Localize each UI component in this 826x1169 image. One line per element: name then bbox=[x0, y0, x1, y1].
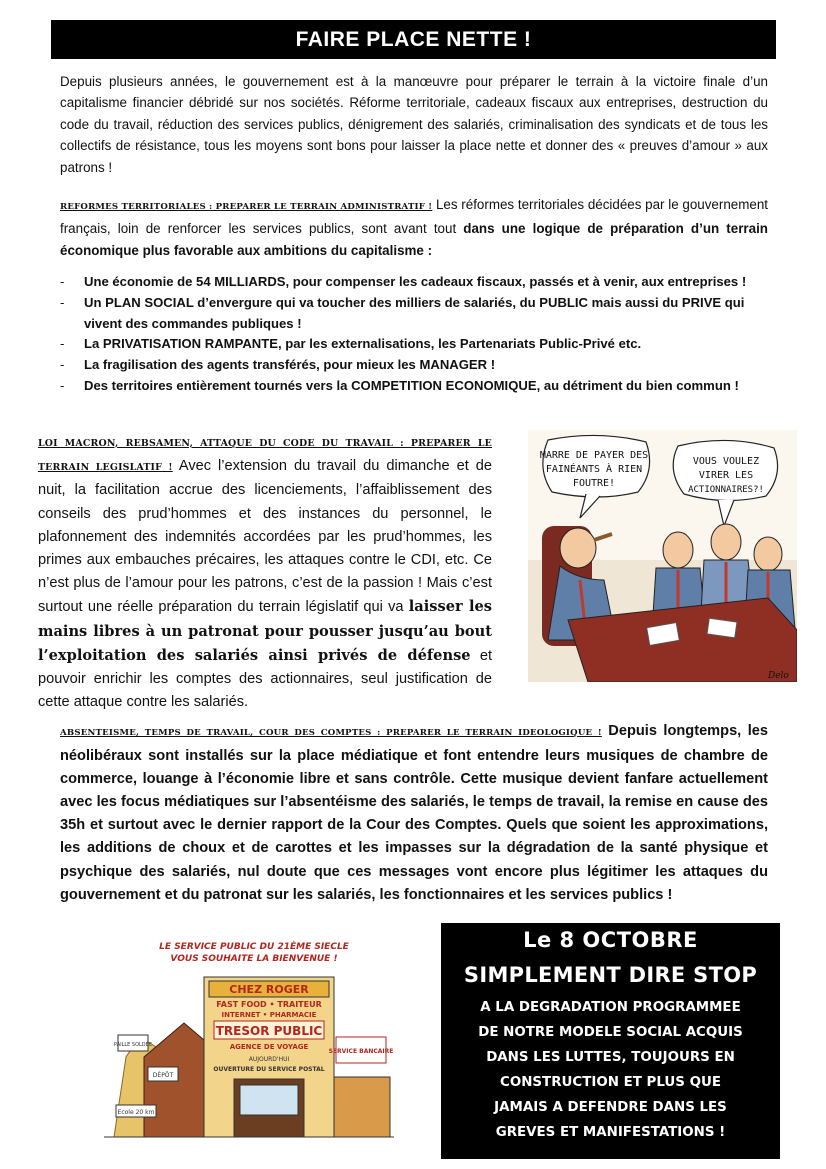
cta-body bbox=[445, 995, 776, 1145]
sign-depot: DÉPÔT bbox=[152, 1072, 174, 1079]
section-territorial-emphasis: dans une logique de préparation d’un terrain économique plus favorable aux ambitions du capitalisme : bbox=[60, 221, 768, 258]
cta-line: DANS LES LUTTES, TOUJOURS EN bbox=[486, 1050, 735, 1065]
bullet-item: - Des territoires entièrement tournés vers la COMPETITION ECONOMIQUE, au détriment du bien commun ! bbox=[60, 377, 739, 393]
bubble2-line3: ACTIONNAIRES?! bbox=[688, 485, 764, 495]
section-legislative-text-end: et pouvoir enrichir les comptes des actionnaires, seul justification de cette attaque contre les salariés. bbox=[38, 647, 493, 711]
cta-line: JAMAIS A DEFENDRE DANS LES bbox=[494, 1100, 727, 1115]
cta-line: GREVES ET MANIFESTATIONS ! bbox=[495, 1125, 726, 1140]
bullet-item: - Un PLAN SOCIAL d’envergure qui va toucher des milliers de salariés, du PUBLIC mais aussi du PRIVE qui vivent des commandes publiques ! bbox=[60, 294, 745, 331]
sign-aujourdhui: AUJOURD'HUI bbox=[248, 1056, 290, 1063]
section-territorial-heading: REFORMES TERRITORIALES : PREPARER LE TERRAIN ADMINISTRATIF ! bbox=[60, 202, 433, 212]
sign-paille: PAILLE SOLDÉE bbox=[114, 1042, 152, 1048]
sign-service-postal: OUVERTURE DU SERVICE POSTAL bbox=[213, 1066, 325, 1073]
section-ideological bbox=[60, 720, 768, 907]
bubble2-line1: VOUS VOULEZ bbox=[692, 456, 760, 467]
sign-agence: AGENCE DE VOYAGE bbox=[229, 1043, 309, 1051]
sign-fast-food: FAST FOOD • TRAITEUR bbox=[216, 1000, 322, 1009]
sign-ecole: Ecole 20 km bbox=[117, 1109, 155, 1116]
boss-meeting-cartoon bbox=[528, 430, 797, 682]
territorial-bullet-list bbox=[60, 272, 768, 397]
section-legislative bbox=[38, 431, 492, 714]
bubble2-line2: VIRER LES bbox=[698, 470, 754, 481]
call-to-action-box bbox=[441, 923, 780, 1159]
section-ideological-text: Depuis longtemps, les néolibéraux sont installés sur la place médiatique et font entendre leurs musiques de chambre de commerce, louange à l’économie libre et sans contrôle. Cette musique devient fanfare actuellement avec les focus médiatiques sur l’absentéisme des salariés, le temps de travail, la remise en cause des 35h et surtout avec le dernier rapport de la Cour des Comptes. Quels que soient les approximations, les additions de choux et de carottes et les impasses sur la dégradation de la santé physique et psychique des salariés, nul doute que ces messages vont encore plus légitimer les attaques du gouvernement et du patronat sur les salariés, les fonctionnaires et les services publics ! bbox=[60, 723, 768, 903]
cartoon-heading-1: LE SERVICE PUBLIC DU 21ÈME SIECLE bbox=[159, 942, 349, 952]
bubble1-line2: FAINÉANTS À RIEN bbox=[545, 464, 643, 475]
section-legislative-emphasis: laisser les mains libres à un patronat pour pousser jusqu’au bout l’exploitation des salariés ainsi privés de défense bbox=[38, 598, 492, 664]
cta-line: A LA DEGRADATION PROGRAMMEE bbox=[480, 1000, 741, 1015]
cartoonist-signature: Delo bbox=[768, 671, 789, 681]
cta-line: CONSTRUCTION ET PLUS QUE bbox=[500, 1075, 721, 1090]
section-legislative-heading: LOI MACRON, REBSAMEN, ATTAQUE DU CODE DU TRAVAIL : PREPARER LE TERRAIN LEGISLATIF ! bbox=[38, 438, 492, 474]
cta-date: Le 8 OCTOBRE bbox=[523, 928, 698, 952]
bullet-item: - Une économie de 54 MILLIARDS, pour compenser les cadeaux fiscaux, passés et à venir, aux entreprises ! bbox=[60, 274, 747, 289]
public-service-cartoon bbox=[104, 937, 394, 1139]
sign-service-bancaire: SERVICE BANCAIRE bbox=[328, 1048, 394, 1055]
section-territorial bbox=[60, 194, 768, 261]
sign-chez-roger: CHEZ ROGER bbox=[229, 983, 309, 996]
intro-paragraph: Depuis plusieurs années, le gouvernement est à la manœuvre pour préparer le terrain à la victoire finale d’un capitalisme financier débridé sur nos sociétés. Réforme territoriale, cadeaux fiscaux aux entreprises, destruction du code du travail, réduction des services publics, dénigrement des salariés, criminalisation des syndicats et de tous les collectifs de résistance, tous les moyens sont bons pour laisser la place nette et donner des « preuves d’amour » aux patrons ! bbox=[60, 74, 768, 175]
sign-internet: INTERNET • PHARMACIE bbox=[221, 1011, 317, 1019]
page-title: FAIRE PLACE NETTE ! bbox=[51, 20, 776, 59]
bubble1-line3: FOUTRE! bbox=[572, 478, 616, 489]
bullet-item: - La PRIVATISATION RAMPANTE, par les externalisations, les Partenariats Public-Privé etc. bbox=[60, 336, 642, 352]
bullet-item: - La fragilisation des agents transférés, pour mieux les MANAGER ! bbox=[60, 357, 496, 373]
section-territorial-text: Les réformes territoriales décidées par le gouvernement français, loin de renforcer les services publics, sont avant tout bbox=[60, 197, 768, 237]
section-legislative-text: Avec l’extension du travail du dimanche et de nuit, la facilitation accrue des licenciements, l’affaiblissement des conseils des prud’hommes et des instances du personnel, le plafonnement des indemnités accordées par les prud’hommes, les primes aux embauches précaires, les attaques contre le CDI, etc. Ce n’est plus de l’amour pour les patrons, c’est de la passion ! Mais c’est surtout une réelle préparation du terrain législatif qui va bbox=[38, 458, 492, 616]
section-ideological-heading: ABSENTEISME, TEMPS DE TRAVAIL, COUR DES COMPTES : PREPARER LE TERRAIN IDEOLOGIQUE ! bbox=[60, 728, 602, 738]
cartoon-heading-2: VOUS SOUHAITE LA BIENVENUE ! bbox=[170, 954, 338, 964]
cta-headline: SIMPLEMENT DIRE STOP bbox=[463, 963, 758, 987]
cta-line: DE NOTRE MODELE SOCIAL ACQUIS bbox=[478, 1025, 743, 1040]
bubble1-line1: MARRE DE PAYER DES bbox=[539, 450, 649, 461]
sign-tresor-public: TRESOR PUBLIC bbox=[215, 1024, 323, 1038]
